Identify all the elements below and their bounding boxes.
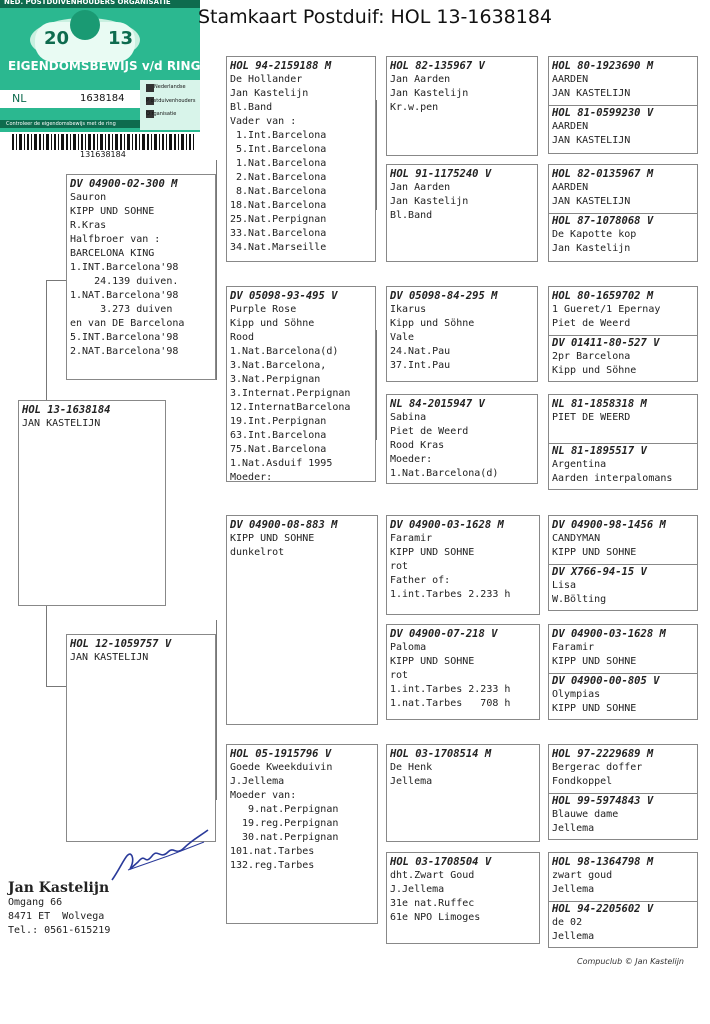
pigeon-detail-line: 1.Nat.Barcelona(d) <box>390 468 499 479</box>
pedigree-mm[interactable] <box>226 744 378 924</box>
pigeon-detail-line: 3.Nat.Barcelona, <box>230 360 327 371</box>
ring-number: HOL 81-0599230 V <box>552 107 654 119</box>
pedigree-g4-dam[interactable] <box>549 213 697 256</box>
pigeon-detail-line: 1.Nat.Asduif 1995 <box>230 458 333 469</box>
pigeon-detail-line: Bl.Band <box>230 102 273 113</box>
pigeon-detail-line: en van DE Barcelona <box>70 318 185 329</box>
pigeon-detail-line: Olympias <box>552 689 601 700</box>
ring-number: NL 84-2015947 V <box>390 398 485 410</box>
pedigree-g4-sire[interactable] <box>552 747 694 791</box>
pigeon-detail-line: Sabina <box>390 412 427 423</box>
pedigree-mfm[interactable] <box>386 624 540 720</box>
pigeon-detail-line: Jellema <box>390 776 433 787</box>
pigeon-detail-line: J.Jellema <box>390 884 445 895</box>
pigeon-detail-line: 33.Nat.Barcelona <box>230 228 327 239</box>
ring-number: HOL 82-135967 V <box>390 60 485 72</box>
pigeon-detail-line: 1.int.Tarbes 2.233 h <box>390 684 511 695</box>
connector <box>46 606 47 686</box>
pedigree-g4-pair-7[interactable] <box>548 744 698 840</box>
pigeon-detail-line: Kipp und Söhne <box>552 365 637 376</box>
pigeon-detail-line: KIPP UND SOHNE <box>230 533 315 544</box>
pedigree-g4-pair-8[interactable] <box>548 852 698 948</box>
pigeon-detail-line: JAN KASTELIJN <box>552 135 631 146</box>
ring-number: HOL 80-1923690 M <box>552 60 654 72</box>
ring-number: HOL 99-5974843 V <box>552 795 654 807</box>
pigeon-detail-line: De Hollander <box>230 74 303 85</box>
pigeon-detail-line: AARDEN <box>552 121 589 132</box>
ring-number: DV 04900-02-300 M <box>70 178 178 190</box>
pigeon-detail-line: Faramir <box>390 533 433 544</box>
pigeon-detail-line: AARDEN <box>552 182 589 193</box>
pedigree-mff[interactable] <box>386 515 540 615</box>
footer-credit: Compuclub © Jan Kastelijn <box>577 957 684 966</box>
pigeon-detail-line: 8.Nat.Barcelona <box>230 186 327 197</box>
pedigree-fff[interactable] <box>386 56 538 156</box>
pigeon-detail-line: CANDYMAN <box>552 533 601 544</box>
pigeon-detail-line: JAN KASTELIJN <box>552 88 631 99</box>
connector <box>46 686 66 687</box>
pigeon-detail-line: 19.Int.Perpignan <box>230 416 327 427</box>
card-side-1: Nederlandse <box>154 84 186 90</box>
pigeon-detail-line: 19.reg.Perpignan <box>230 818 339 829</box>
ring-number: DV 04900-07-218 V <box>390 628 498 640</box>
pedigree-g4-dam[interactable] <box>549 105 697 148</box>
pedigree-g4-dam[interactable] <box>549 793 697 836</box>
card-banner-text: EIGENDOMSBEWIJS <box>8 59 138 73</box>
pedigree-subject[interactable] <box>18 400 166 606</box>
pigeon-detail-line: 12.InternatBarcelona <box>230 402 351 413</box>
pigeon-detail-line: Rood <box>230 332 255 343</box>
pedigree-g4-pair-1[interactable] <box>548 56 698 154</box>
ring-number: HOL 87-1078068 V <box>552 215 654 227</box>
pigeon-detail-line: AARDEN <box>552 74 589 85</box>
pigeon-detail-line: 9.nat.Perpignan <box>230 804 339 815</box>
pedigree-g4-sire[interactable] <box>552 289 694 333</box>
card-barcode-number: 131638184 <box>80 150 126 159</box>
ring-number: HOL 98-1364798 M <box>552 856 654 868</box>
pigeon-detail-line: Ikarus <box>390 304 427 315</box>
connector <box>376 330 377 440</box>
pigeon-detail-line: Lisa <box>552 580 577 591</box>
ring-number: HOL 13-1638184 <box>22 404 111 416</box>
pigeon-detail-line: Jan Aarden <box>390 182 451 193</box>
pedigree-g4-sire[interactable] <box>552 59 694 103</box>
pigeon-detail-line: KIPP UND SOHNE <box>552 547 637 558</box>
pedigree-fm[interactable] <box>226 286 376 482</box>
ring-number: DV 01411-80-527 V <box>552 337 660 349</box>
ring-number: HOL 05-1915796 V <box>230 748 332 760</box>
pigeon-detail-line: de 02 <box>552 917 583 928</box>
pedigree-mf[interactable] <box>226 515 378 725</box>
ring-number: HOL 82-0135967 M <box>552 168 654 180</box>
pigeon-detail-line: 1.Int.Barcelona <box>230 130 327 141</box>
pigeon-detail-line: rot <box>390 561 409 572</box>
pigeon-detail-line: Moeder: <box>230 472 273 482</box>
pigeon-detail-line: 30.nat.Perpignan <box>230 832 339 843</box>
pigeon-detail-line: Faramir <box>552 642 595 653</box>
pedigree-g4-sire[interactable] <box>552 627 694 671</box>
pedigree-ffm[interactable] <box>386 164 538 262</box>
card-note: Controleer de eigendomsbewijs met de ring <box>6 121 116 127</box>
pigeon-detail-line: 24.139 duiven. <box>70 276 179 287</box>
connector <box>376 100 377 210</box>
pedigree-g4-sire[interactable] <box>552 167 694 211</box>
pigeon-detail-line: KIPP UND SOHNE <box>552 703 637 714</box>
ring-number: NL 81-1858318 M <box>552 398 647 410</box>
pedigree-mmm[interactable] <box>386 852 540 944</box>
pedigree-g4-dam[interactable] <box>549 901 697 944</box>
ring-number: HOL 94-2159188 M <box>230 60 332 72</box>
pigeon-detail-line: Jan Aarden <box>390 74 451 85</box>
connector <box>216 620 217 800</box>
pedigree-g4-sire[interactable] <box>552 518 694 562</box>
pigeon-detail-line: Piet de Weerd <box>390 426 469 437</box>
card-banner-right: v/d RING <box>141 59 200 73</box>
pigeon-detail-line: Father of: <box>390 575 451 586</box>
pedigree-g4-pair-3[interactable] <box>548 286 698 382</box>
pigeon-detail-line: 34.Nat.Marseille <box>230 242 327 253</box>
owner-phone: Tel.: 0561-615219 <box>8 925 111 936</box>
pigeon-detail-line: 24.Nat.Pau <box>390 346 451 357</box>
pigeon-detail-line: Argentina <box>552 459 607 470</box>
pigeon-detail-line: PIET DE WEERD <box>552 412 631 423</box>
pigeon-detail-line: Blauwe dame <box>552 809 619 820</box>
pigeon-detail-line: De Kapotte kop <box>552 229 637 240</box>
pigeon-detail-line: Purple Rose <box>230 304 297 315</box>
pigeon-detail-line: Rood Kras <box>390 440 445 451</box>
pigeon-detail-line: 132.reg.Tarbes <box>230 860 315 871</box>
card-ring-number: 1638184 <box>80 93 125 104</box>
pedigree-g4-pair-4[interactable] <box>548 394 698 490</box>
pigeon-detail-line: 61e NPO Limoges <box>390 912 481 923</box>
pigeon-detail-line: Jan Kastelijn <box>390 196 469 207</box>
pigeon-detail-line: rot <box>390 670 409 681</box>
pigeon-detail-line: Kr.w.pen <box>390 102 439 113</box>
ring-number: DV 05098-84-295 M <box>390 290 498 302</box>
pedigree-g4-dam[interactable] <box>549 335 697 378</box>
pigeon-detail-line: Jan Kastelijn <box>552 243 631 254</box>
pigeon-detail-line: BARCELONA KING <box>70 248 155 259</box>
card-country: NL <box>12 92 27 105</box>
ring-number: HOL 91-1175240 V <box>390 168 492 180</box>
pigeon-detail-line: JAN KASTELIJN <box>70 652 149 663</box>
pigeon-detail-line: JAN KASTELIJN <box>552 196 631 207</box>
pedigree-g4-pair-2[interactable] <box>548 164 698 262</box>
pedigree-g4-sire[interactable] <box>552 397 694 441</box>
pigeon-detail-line: KIPP UND SOHNE <box>390 547 475 558</box>
pigeon-detail-line: 1.Nat.Barcelona <box>230 158 327 169</box>
card-side-3: O rganisatie <box>146 111 177 117</box>
pigeon-detail-line: 18.Nat.Barcelona <box>230 200 327 211</box>
pedigree-father[interactable] <box>66 174 216 380</box>
ring-number: DV 05098-93-495 V <box>230 290 338 302</box>
pigeon-detail-line: 1 Gueret/1 Epernay <box>552 304 661 315</box>
pigeon-detail-line: 75.Nat.Barcelona <box>230 444 327 455</box>
pedigree-g4-dam[interactable] <box>549 443 697 486</box>
pigeon-detail-line: Paloma <box>390 642 427 653</box>
pedigree-g4-pair-5[interactable] <box>548 515 698 611</box>
pigeon-detail-line: Jellema <box>552 931 595 942</box>
ring-number: DV 04900-98-1456 M <box>552 519 666 531</box>
pedigree-ff[interactable] <box>226 56 376 262</box>
pigeon-detail-line: Piet de Weerd <box>552 318 631 329</box>
pigeon-detail-line: 3.Nat.Perpignan <box>230 374 321 385</box>
owner-block <box>8 880 110 938</box>
pigeon-detail-line: 3.Internat.Perpignan <box>230 388 351 399</box>
pigeon-detail-line: Goede Kweekduivin <box>230 762 333 773</box>
pigeon-detail-line: Bergerac doffer <box>552 762 643 773</box>
pigeon-detail-line: Sauron <box>70 192 107 203</box>
connector <box>46 280 66 281</box>
pigeon-detail-line: Jellema <box>552 884 595 895</box>
pigeon-detail-line: 5.Int.Barcelona <box>230 144 327 155</box>
ring-number: HOL 12-1059757 V <box>70 638 172 650</box>
pigeon-detail-line: 2pr Barcelona <box>552 351 631 362</box>
pigeon-detail-line: 1.NAT.Barcelona'98 <box>70 290 179 301</box>
card-banner <box>8 59 200 73</box>
pigeon-detail-line: De Henk <box>390 762 433 773</box>
pigeon-detail-line: Moeder: <box>390 454 433 465</box>
pigeon-detail-line: 2.Nat.Barcelona <box>230 172 327 183</box>
signature-image <box>108 826 212 886</box>
pedigree-fmf[interactable] <box>386 286 538 382</box>
page-title: Stamkaart Postduif: HOL 13-1638184 <box>198 6 553 28</box>
ring-number: DV 04900-00-805 V <box>552 675 660 687</box>
connector <box>46 280 47 410</box>
pigeon-detail-line: 1.INT.Barcelona'98 <box>70 262 179 273</box>
pigeon-detail-line: 63.Int.Barcelona <box>230 430 327 441</box>
pigeon-detail-line: Jan Kastelijn <box>230 88 309 99</box>
ring-number: NL 81-1895517 V <box>552 445 647 457</box>
card-org: NED. POSTDUIVENHOUDERS ORGANISATIE <box>4 0 171 6</box>
pigeon-detail-line: dht.Zwart Goud <box>390 870 475 881</box>
pigeon-detail-line: 1.Nat.Barcelona(d) <box>230 346 339 357</box>
pigeon-detail-line: Vader van : <box>230 116 297 127</box>
ring-number: HOL 03-1708504 V <box>390 856 492 868</box>
pigeon-detail-line: Fondkoppel <box>552 776 613 787</box>
pigeon-detail-line: 5.INT.Barcelona'98 <box>70 332 179 343</box>
pigeon-detail-line: Kipp und Söhne <box>230 318 315 329</box>
card-side-2: P ostduivenhouders <box>146 98 196 104</box>
pedigree-fmm[interactable] <box>386 394 538 484</box>
card-year-right: 13 <box>108 28 134 49</box>
pigeon-detail-line: Halfbroer van : <box>70 234 161 245</box>
pigeon-detail-line: Vale <box>390 332 415 343</box>
pigeon-detail-line: Moeder van: <box>230 790 297 801</box>
pedigree-g4-dam[interactable] <box>549 673 697 716</box>
pigeon-detail-line: 3.273 duiven <box>70 304 173 315</box>
pigeon-detail-line: KIPP UND SOHNE <box>70 206 155 217</box>
pigeon-detail-line: Jan Kastelijn <box>390 88 469 99</box>
pigeon-detail-line: Bl.Band <box>390 210 433 221</box>
pigeon-detail-line: Aarden interpalomans <box>552 473 673 484</box>
pigeon-detail-line: KIPP UND SOHNE <box>552 656 637 667</box>
pedigree-g4-sire[interactable] <box>552 855 694 899</box>
pigeon-detail-line: 101.nat.Tarbes <box>230 846 315 857</box>
pigeon-detail-line: J.Jellema <box>230 776 285 787</box>
pigeon-detail-line: KIPP UND SOHNE <box>390 656 475 667</box>
pedigree-mmf[interactable] <box>386 744 540 842</box>
pigeon-detail-line: 25.Nat.Perpignan <box>230 214 327 225</box>
ring-number: DV 04900-03-1628 M <box>552 628 666 640</box>
pigeon-detail-line: 31e nat.Ruffec <box>390 898 475 909</box>
ring-number: HOL 80-1659702 M <box>552 290 654 302</box>
ring-number: DV 04900-08-883 M <box>230 519 338 531</box>
pigeon-detail-line: JAN KASTELIJN <box>22 418 101 429</box>
pigeon-detail-line: Jellema <box>552 823 595 834</box>
pedigree-g4-pair-6[interactable] <box>548 624 698 720</box>
pigeon-detail-line: R.Kras <box>70 220 107 231</box>
pigeon-detail-line: 37.Int.Pau <box>390 360 451 371</box>
owner-address-line: 8471 ET Wolvega <box>8 911 105 922</box>
ring-number: DV 04900-03-1628 M <box>390 519 504 531</box>
pigeon-detail-line: Kipp und Söhne <box>390 318 475 329</box>
pigeon-detail-line: 2.NAT.Barcelona'98 <box>70 346 179 357</box>
pedigree-mother[interactable] <box>66 634 216 842</box>
ring-number: HOL 03-1708514 M <box>390 748 492 760</box>
pigeon-detail-line: W.Bölting <box>552 594 607 605</box>
ring-number: HOL 97-2229689 M <box>552 748 654 760</box>
owner-name: Jan Kastelijn <box>8 880 110 896</box>
card-year-left: 20 <box>44 28 70 49</box>
ownership-card <box>0 0 200 165</box>
ring-number: HOL 94-2205602 V <box>552 903 654 915</box>
pigeon-detail-line: 1.int.Tarbes 2.233 h <box>390 589 511 600</box>
pigeon-detail-line: dunkelrot <box>230 547 285 558</box>
pedigree-g4-dam[interactable] <box>549 564 697 607</box>
pigeon-detail-line: 1.nat.Tarbes 708 h <box>390 698 511 709</box>
owner-address-line: Omgang 66 <box>8 897 63 908</box>
connector <box>216 160 217 380</box>
ring-number: DV X766-94-15 V <box>552 566 647 578</box>
pigeon-detail-line: zwart goud <box>552 870 613 881</box>
